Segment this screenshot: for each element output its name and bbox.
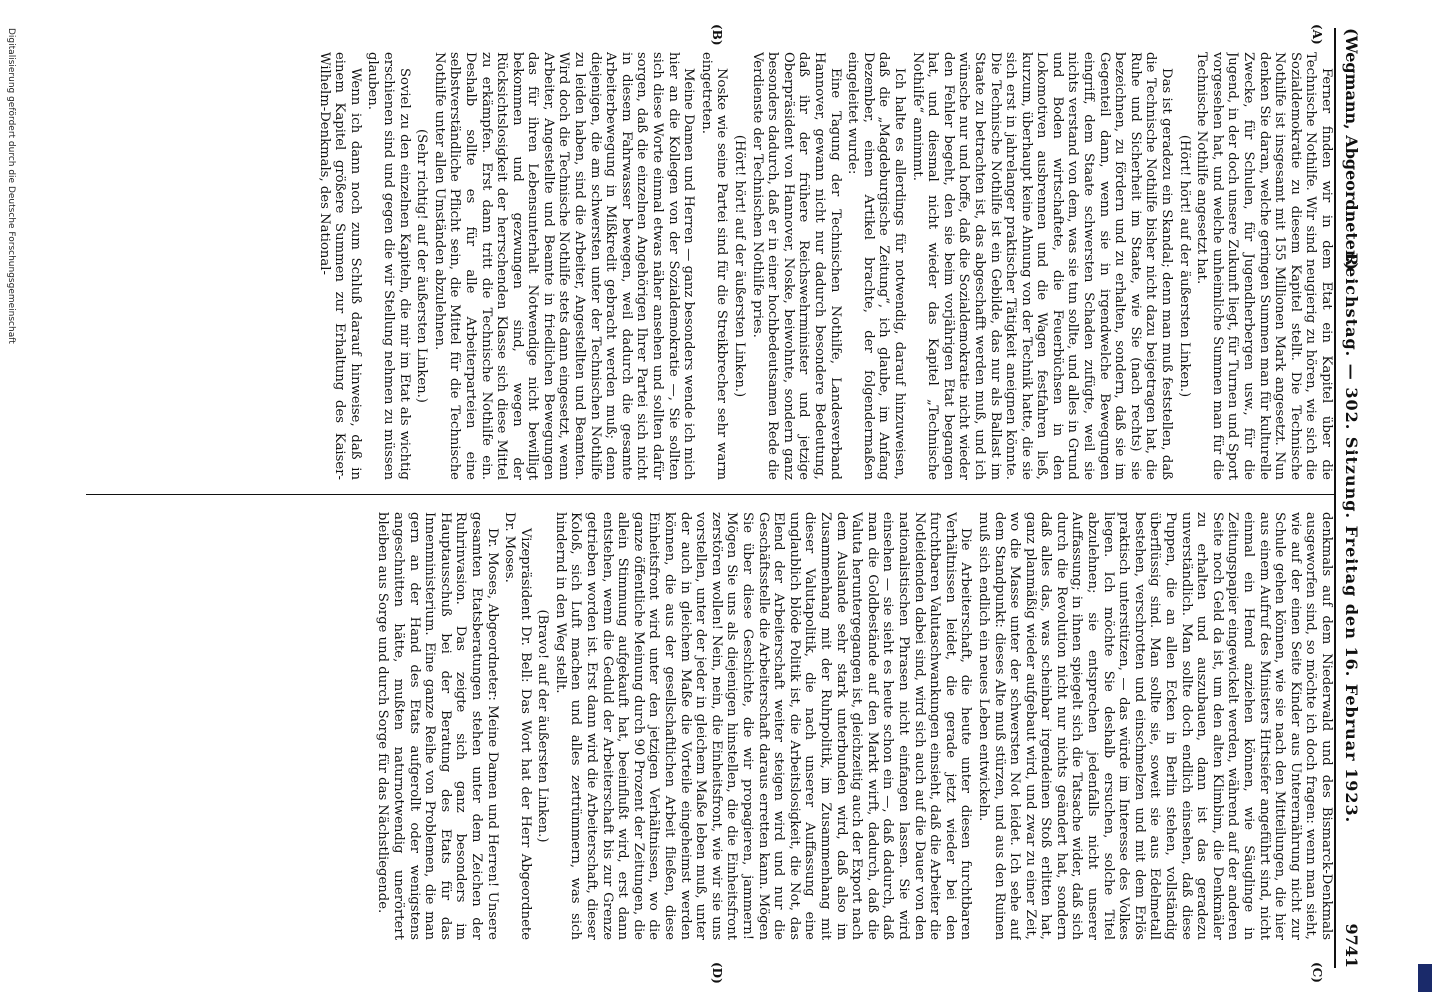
paragraph: Das ist geradezu ein Skandal; denn man muß feststellen, daß die Technische Nothilfe bisher nicht dazu beigetragen hat, die Ruhe und Sicherheit im Staate, wie Sie (nach rechts) sie bezeichnen, zu fördern und zu erhalten, sondern, daß sie im Gegenteil dann, wenn sie in irgendwelche Bewegungen eingriff, dem Staate schwersten Schaden zufügte, weil sie nichts verstand von dem, was sie tun sollte, und alles in Grund und Boden wirtschaftete, die Feuerbüchsen in den Lokomotiven ausbrennen und die Wagen festfahren ließ, kurzum, überhaupt keine Ahnung von der Technik hatte, die sie sich erst in jahrelanger praktischer Tätigkeit aneignen könnte. Die Technische Nothilfe ist ein Gebilde, das nur als Ballast im Staate zu betrachten ist, das abgeschafft werden muß, und ich wünsche nur und hoffe, daß die Sozialdemokratie nicht wieder den Fehler begeht, den sie beim vorjährigen Etat begangen hat, und diesmal nicht wieder das Kapitel „Technische Nothilfe“ annimmt. xyxy=(909,52,1175,480)
paragraph: Noske wie seine Partei sind für die Streikbrecher sehr warm eingetreten. xyxy=(698,52,730,480)
paragraph: Dr. Moses, Abgeordneter: Meine Damen und Herren! Unsere gesamten Etatsberatungen stehen unter dem Zeichen der Ruhrinvasion. Das zeigte sich ganz besonders im Hauptausschuß bei der Beratung des Etats für das Innenministerium. Eine ganze Reihe von Problemen, die man gern an der Hand des Etats aufgerollt oder wenigstens angeschnitten hätte, mußten naturnotwendig unerörtert bleiben aus Sorge und durch Sorge für das Nächstliegende. xyxy=(375,512,500,940)
margin-marker-c: (C) xyxy=(1310,962,1324,983)
header-speaker: (Wegmann, Abgeordneter.) xyxy=(1342,28,1361,271)
margin-marker-d: (D) xyxy=(710,962,724,984)
paragraph: Ich halte es allerdings für notwendig, darauf hinzuweisen, daß die „Magdeburgische Zeitung“, ich glaube, im Anfang Dezember, einen Artikel brachte, der folgendermaßen eingeleitet wurde: xyxy=(845,52,907,480)
paragraph: Die Arbeiterschaft, die heute unter diesen furchtbaren Verhältnissen leidet, die gerade jetzt wieder bei den furchtbaren Valutaschwankungen einsieht, daß die Arbeiter die Notleidenden dabei sind, wird sich auch auf die Dauer von den nationalistischen Phrasen nicht einfangen lassen. Sie wird einsehen — sie sieht es heute schon ein —, daß dadurch, daß man die Goldbestände auf den Markt wirft, dadurch, daß die Valuta heruntergegangen ist, gleichzeitig auch der Export nach dem Auslande sehr stark unterbunden wird, daß also im Zusammenhang mit der Ruhrpolitik, im Zusammenhang mit dieser Valutapolitik, die nach unserer Auffassung eine unglaublich blöde Politik ist, die Arbeitslosigkeit, die Not, das Elend der Arbeiterschaft weiter steigen wird und nur die Geschäftsstelle die Arbeiterschaft daraus erretten kann. Mögen Sie über diese Geschichte, die wir propagieren, jammern! Mögen Sie uns als diejenigen hinstellen, die die Einheitsfront zerstören wollen! Nein, nein, die Einheitsfront, wie wir sie uns vorstellen, unter der jeder in gleichem Maße leben muß, unter der auch in gleichem Maße die Vorteile eingeheimst werden können, die aus der gesellschaftlichen Arbeit fließen, diese Einheitsfront wird unter den jetzigen Verhältnissen, wo die ganze öffentliche Meinung durch 90 Prozent der Zeitungen, die allein Stimmung aufgekauft hat, beeinflußt wird, erst dann entstehen, wenn die Geduld der Arbeiterschaft bis zur Grenze getrieben worden ist. Erst dann wird die Arbeiterschaft, dieser Koloß, sich Luft machen und alles zertrümmern, was sich hindernd in den Weg stellt. xyxy=(552,512,974,940)
margin-marker-b: (B) xyxy=(710,24,724,46)
page-header xyxy=(1334,28,1364,968)
page-number: 9741 xyxy=(1342,923,1361,968)
right-column xyxy=(80,512,1334,940)
interjection: (Sehr richtig! auf der äußersten Linken.) xyxy=(414,129,430,403)
paragraph: Meine Damen und Herren — ganz besonders wende ich mich hier an die Kollegen von der Sozialdemokratie —, Sie sollten sich diese Worte einmal etwas näher ansehen und sollten dafür sorgen, daß die einzelnen Angehörigen Ihrer Partei sich nicht in diesem Fahrwasser bewegen, weil dadurch die gesamte Arbeiterbewegung in Mißkredit gebracht werden muß; denn diejenigen, die am schwersten unter der Technischen Nothilfe zu leiden haben, sind die Arbeiter, Angestellten und Beamten. Wird doch die Technische Nothilfe stets dann eingesetzt, wenn Arbeiter, Angestellte und Beamte in friedlichen Bewegungen das für ihren Lebensunterhalt Notwendige nicht bewilligt bekommen und gezwungen sind, wegen der Rücksichtslosigkeit der herrschenden Klasse sich diese Mittel zu erkämpfen. Erst dann tritt die Technische Nothilfe ein. Deshalb sollte es für alle Arbeiterparteien eine selbstverständliche Pflicht sein, die Mittel für die Technische Nothilfe unter allen Umständen abzulehnen. xyxy=(431,52,697,480)
margin-marker-a: (A) xyxy=(1310,24,1324,45)
interjection: (Hört! hört! auf der äußersten Linken.) xyxy=(732,134,748,398)
paragraph: denkmals auf dem Niederwald und des Bismarck-Denkmals ausgeworfen sind, so möchte ich doch fragen: wenn man sieht, wie auf der einen Seite Kinder aus Unterernährung nicht zur Schule gehen können, wie sie nach den Mitteilungen, die hier aus einem Aufruf des Ministers Hirtsiefer angeführt sind, nicht einmal ein Hemd anziehen können, wie Säuglinge in Zeitungspapier eingewickelt werden, während auf der anderen Seite noch Geld da ist, um den alten Klimbim, die Denkmäler zu erhalten und auszubauen, dann ist das geradezu unverständlich. Man sollte doch endlich einsehen, daß diese Puppen, die an allen Ecken in Berlin stehen, vollständig überflüssig sind. Man sollte sie, soweit sie aus Edelmetall bestehen, verschrotten und einschmelzen und mit dem Erlös praktisch unterstützen, — das würde im Interesse des Volkes liegen. Ich möchte Sie deshalb ersuchen, solche Titel abzulehnen; sie entsprechen jedenfalls nicht unserer Auffassung; in ihnen spiegelt sich die Tatsache wider, daß sich durch die Revolution nicht nur nichts geändert hat, sondern daß alles das, was scheinbar irgendeinen Stoß erlitten hat, ganz planmäßig wieder aufgebaut wird, und zwar zu einer Zeit, wo die Masse unter der schwersten Not leidet. Ich sehe auf dem Standpunkt: dieses Alte muß stürzen, und aus den Ruinen muß sich endlich ein neues Leben entwickeln. xyxy=(975,512,1334,940)
paragraph: Vizepräsident Dr. Bell: Das Wort hat der Herr Abgeordnete Dr. Moses. xyxy=(502,512,533,940)
interjection: (Bravo! auf der äußersten Linken.) xyxy=(535,609,551,843)
interjection: (Hört! hört! auf der äußersten Linken.) xyxy=(1176,134,1192,398)
paragraph: Wenn ich dann noch zum Schluß darauf hinweise, daß in einem Kapitel größere Summen zur Erhaltung des Kaiser-Wilhelm-Denkmals, des National- xyxy=(316,52,363,480)
dfg-logo-icon xyxy=(1418,964,1432,992)
column-divider xyxy=(86,494,1334,495)
paragraph: Soviel zu den einzelnen Kapiteln, die mir im Etat als wichtig erschienen sind und gegen die wir Stellung nehmen zu müssen glauben. xyxy=(365,52,412,480)
funding-note: Digitalisierung gefördert durch die Deutsche Forschungsgemeinschaft xyxy=(6,28,16,344)
header-title: Reichstag. — 302. Sitzung. Freitag den 16. Februar 1923. xyxy=(1342,252,1361,824)
left-column xyxy=(80,52,1334,480)
quotation: Eine Tagung der Technischen Nothilfe, Landesverband Hannover, gewann nicht nur dadurch besondere Bedeutung, daß ihr der frühere Reichswehrminister und jetzige Oberpräsident von Hannover, Noske, beiwohnte, sondern ganz besonders dadurch, daß er in einer hochbedeutsamen Rede die Verdienste der Technischen Nothilfe pries. xyxy=(749,52,843,480)
paragraph: Ferner finden wir in dem Etat ein Kapitel über die Technische Nothilfe. Wir sind neugierig zu hören, wie sich die Sozialdemokratie zu diesem Kapitel stellt. Die Technische Nothilfe ist insgesamt mit 155 Millionen Mark angesetzt. Nun denken Sie daran, welche geringen Summen man für kulturelle Zwecke, für Schulen, für Jugendherbergen usw., für die Jugend, in der doch unsere Zukunft liegt, für Turnen und Sport vorgesehen hat, und welche unheimliche Summen man für die Technische Nothilfe angesetzt hat. xyxy=(1194,52,1334,480)
